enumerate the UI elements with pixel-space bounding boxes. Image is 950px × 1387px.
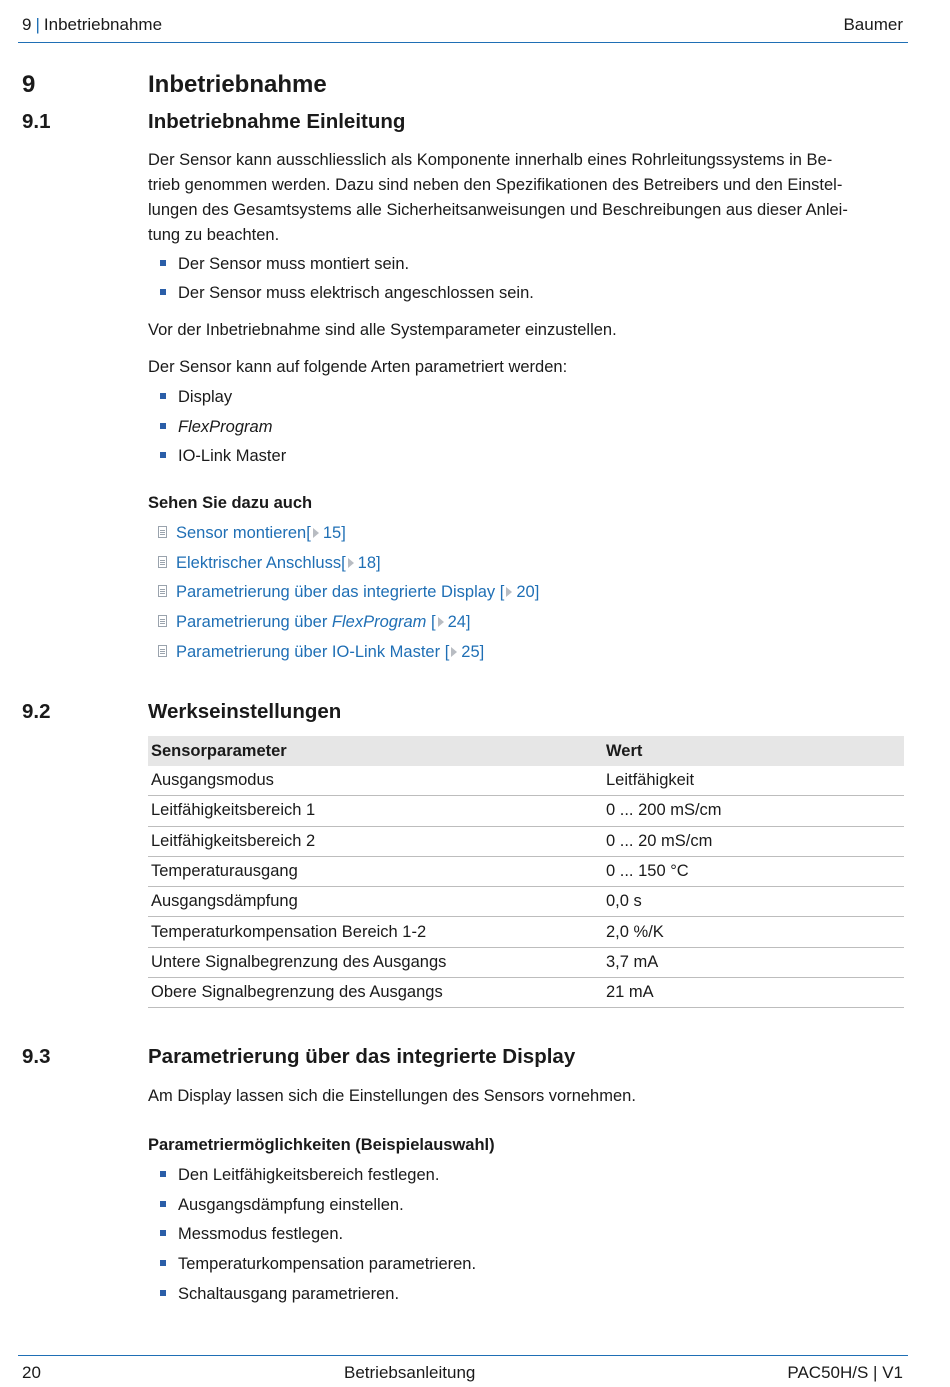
bullet-item: Der Sensor muss elektrisch angeschlossen sein. — [160, 284, 534, 303]
table-header-row — [148, 736, 904, 766]
section-title-9-2: Werkseinstellungen — [148, 700, 342, 723]
header-rule — [18, 42, 908, 43]
value-cell: 0,0 s — [603, 887, 904, 917]
value-cell: 21 mA — [603, 978, 904, 1008]
table-row — [148, 917, 904, 947]
chapter-number: 9 — [22, 71, 36, 98]
table-row — [148, 947, 904, 977]
value-cell: 0 ... 20 mS/cm — [603, 826, 904, 856]
paragraph-parameter-methods: Der Sensor kann auf folgende Arten parametriert werden: — [148, 358, 568, 376]
footer-page-number: 20 — [22, 1363, 41, 1382]
link-parametrierung-display[interactable]: Parametrierung über das integrierte Display [ 20] — [158, 583, 539, 602]
bullet-square-icon — [160, 1201, 166, 1207]
table-row — [148, 978, 904, 1008]
section-title-9-1: Inbetriebnahme Einleitung — [148, 110, 406, 133]
intro-paragraph — [148, 148, 904, 248]
link-elektrischer-anschluss[interactable]: Elektrischer Anschluss[ 18] — [158, 554, 381, 573]
bullet-square-icon — [160, 289, 166, 295]
bullet-item: Den Leitfähigkeitsbereich festlegen. — [160, 1166, 439, 1185]
header-separator: | — [35, 15, 40, 34]
value-cell: 2,0 %/K — [603, 917, 904, 947]
document-icon — [158, 556, 167, 568]
page-arrow-icon — [451, 647, 457, 657]
intro-line: Der Sensor kann ausschliesslich als Komponente innerhalb eines Rohrleitungssystems in Be- — [148, 151, 833, 169]
bullet-square-icon — [160, 393, 166, 399]
intro-line: tung zu beachten. — [148, 226, 280, 244]
footer-rule — [18, 1355, 908, 1356]
document-icon — [158, 526, 167, 538]
bullet-item: Display — [160, 388, 232, 407]
page-arrow-icon — [313, 528, 319, 538]
link-parametrierung-io-link[interactable]: Parametrierung über IO-Link Master [ 25] — [158, 643, 484, 662]
bullet-square-icon — [160, 452, 166, 458]
paragraph-display-settings: Am Display lassen sich die Einstellungen des Sensors vornehmen. — [148, 1087, 636, 1105]
paragraph-system-parameters: Vor der Inbetriebnahme sind alle Systemparameter einzustellen. — [148, 321, 617, 339]
parameter-cell: Temperaturausgang — [148, 856, 603, 886]
document-icon — [158, 645, 167, 657]
page-arrow-icon — [506, 587, 512, 597]
intro-line: trieb genommen werden. Dazu sind neben den Spezifikationen des Betreibers und den Einstel- — [148, 176, 843, 194]
bullet-item: Ausgangsdämpfung einstellen. — [160, 1196, 404, 1215]
link-parametrierung-flexprogram[interactable]: Parametrierung über FlexProgram [ 24] — [158, 613, 471, 632]
parameter-cell: Leitfähigkeitsbereich 2 — [148, 826, 603, 856]
value-cell: 3,7 mA — [603, 947, 904, 977]
section-number-9-1: 9.1 — [22, 110, 51, 133]
header-brand: Baumer — [843, 15, 903, 34]
parameter-cell: Leitfähigkeitsbereich 1 — [148, 796, 603, 826]
document-icon — [158, 615, 167, 627]
parameter-cell: Temperaturkompensation Bereich 1-2 — [148, 917, 603, 947]
bullet-item: Der Sensor muss montiert sein. — [160, 255, 409, 274]
value-cell: 0 ... 150 °C — [603, 856, 904, 886]
intro-line: lungen des Gesamtsystems alle Sicherheitsanweisungen und Beschreibungen aus dieser Anlei- — [148, 201, 848, 219]
table-row — [148, 826, 904, 856]
value-cell: 0 ... 200 mS/cm — [603, 796, 904, 826]
bullet-item: FlexProgram — [160, 418, 272, 437]
bullet-square-icon — [160, 1230, 166, 1236]
bullet-item: Temperaturkompensation parametrieren. — [160, 1255, 476, 1274]
table-row — [148, 766, 904, 796]
header-chapter-number: 9 — [22, 15, 32, 34]
bullet-square-icon — [160, 423, 166, 429]
column-header-value: Wert — [603, 736, 904, 766]
section-number-9-2: 9.2 — [22, 700, 51, 723]
bullet-item: Schaltausgang parametrieren. — [160, 1285, 399, 1304]
bullet-square-icon — [160, 1171, 166, 1177]
link-sensor-montieren[interactable]: Sensor montieren[ 15] — [158, 524, 346, 543]
section-title-9-3: Parametrierung über das integrierte Display — [148, 1045, 576, 1068]
options-heading: Parametriermöglichkeiten (Beispielauswahl) — [148, 1136, 495, 1154]
page-arrow-icon — [438, 617, 444, 627]
bullet-item: IO-Link Master — [160, 447, 286, 466]
document-icon — [158, 585, 167, 597]
column-header-parameter: Sensorparameter — [148, 736, 603, 766]
parameter-cell: Ausgangsdämpfung — [148, 887, 603, 917]
see-also-heading: Sehen Sie dazu auch — [148, 494, 313, 512]
page-header-chapter — [22, 15, 162, 35]
chapter-title: Inbetriebnahme — [148, 71, 327, 98]
bullet-item: Messmodus festlegen. — [160, 1225, 343, 1244]
parameter-cell: Untere Signalbegrenzung des Ausgangs — [148, 947, 603, 977]
factory-settings-table — [148, 736, 904, 1008]
parameter-cell: Ausgangsmodus — [148, 766, 603, 796]
table-row — [148, 796, 904, 826]
bullet-square-icon — [160, 260, 166, 266]
section-number-9-3: 9.3 — [22, 1045, 51, 1068]
parameter-cell: Obere Signalbegrenzung des Ausgangs — [148, 978, 603, 1008]
bullet-square-icon — [160, 1290, 166, 1296]
header-chapter-title: Inbetriebnahme — [43, 15, 163, 34]
footer-doc-type: Betriebsanleitung — [344, 1363, 476, 1382]
table-row — [148, 856, 904, 886]
value-cell: Leitfähigkeit — [603, 766, 904, 796]
table-row — [148, 887, 904, 917]
footer-product: PAC50H/S | V1 — [787, 1363, 903, 1382]
bullet-square-icon — [160, 1260, 166, 1266]
page-arrow-icon — [348, 558, 354, 568]
